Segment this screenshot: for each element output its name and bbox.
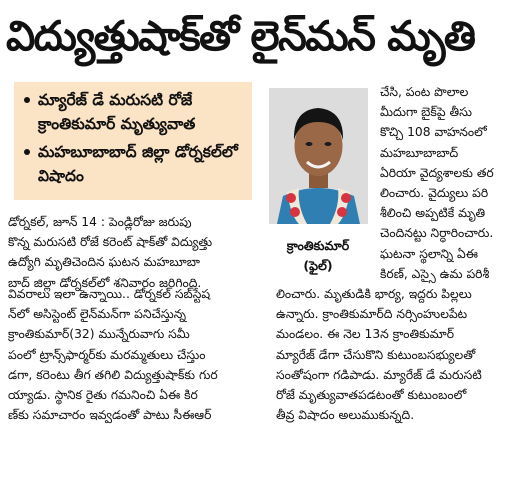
text-line: కొచ్చి 108 వాహనంలో (380, 125, 487, 140)
bullet-icon (24, 149, 30, 155)
article-column-left (8, 212, 260, 293)
text-line: డగా, కరెంటు తీగ తగిలి విద్యుత్తుషాక్‌కు గుర (8, 367, 218, 382)
text-line: ఉన్నారు. క్రాంతికుమార్‌ది నర్సింహులపేట (276, 307, 468, 322)
text-line: మహబూబాబాద్‌ (380, 145, 459, 160)
text-line: మ్యారేజ్‌ డేగా చేసుకొని కుటుంబసభ్యులతో (276, 347, 476, 362)
portrait-photo (269, 88, 368, 224)
text-line: క్రాంతికుమార్‌(32) మున్నేరువాగు సమీ (8, 327, 190, 342)
text-line: బాద్‌ జిల్లా డోర్నకల్‌లో శనివారం జరిగింది. (8, 275, 202, 290)
text-line: వివరాలు ఇలా ఉన్నాయి.. డోర్నకల్‌ సబ్‌స్టేష (8, 287, 211, 301)
text-line: ఉద్యోగి మృతిచెందిన ఘటన మహబూబా (8, 255, 200, 270)
headline: విద్యుత్తుషాక్‌తో లైన్‌మన్‌ మృతి (6, 12, 475, 60)
caption-note: (ఫైల్‌) (303, 258, 333, 273)
text-line: రోజే మృత్యువాతపడటంతో కుటుంబంలో (276, 388, 467, 403)
portrait-illustration (269, 88, 368, 224)
article-column-left-bottom (8, 284, 268, 425)
highlight-item (24, 88, 246, 136)
text-line: తీవ్ర విషాదం అలుముకున్నది. (276, 408, 415, 423)
highlight-text: మ్యారేజ్‌ డే మరుసటి రోజే క్రాంతికుమార్‌ మృత్యువాత (38, 91, 196, 133)
text-line: డోర్నకల్‌, జూన్‌ 14 : పెండ్లిరోజు జరుపు (8, 215, 192, 229)
text-line: య్యాడు. స్థానిక రైతు గమనించి ఏఈ కిర (8, 388, 198, 403)
photo-caption (262, 236, 374, 276)
bullet-icon (24, 97, 30, 103)
text-line: మండలం. ఈ నెల 13న క్రాంతికుమార్‌ (276, 327, 454, 342)
text-line: న్‌లో అసిస్టెంట్‌ లైన్‌మన్‌గా పనిచేస్తున్న (8, 307, 187, 322)
text-line: లించారు. వైద్యులు పరి (380, 186, 489, 201)
text-line: శీలించి అప్పటికే మృతి (380, 206, 486, 221)
text-line: మీదుగా బైక్‌పై తీసు (380, 105, 472, 120)
text-line: ణ్‌కు సమాచారం ఇవ్వడంతో పాటు సీఈఆర్‌ (8, 408, 212, 423)
article-column-right-bottom (276, 284, 512, 425)
text-line: సంతోషంగా గడిపాడు. మ్యారేజ్‌ డే మరుసటి (276, 367, 482, 382)
article-column-right-top (380, 82, 512, 284)
highlight-text: మహబూబాబాద్‌ జిల్లా డోర్నకల్‌లో విషాదం (38, 143, 238, 185)
highlight-item (24, 140, 246, 188)
text-line: ఘటనా స్థలాన్ని ఏఈ (380, 246, 479, 261)
text-line: పంలో ట్రాన్స్‌ఫార్మర్‌కు మరమ్మతులు చేస్తుం (8, 347, 206, 362)
highlights-box (14, 82, 252, 200)
text-line: లించారు. మృతుడికి భార్య, ఇద్దరు పిల్లలు (276, 287, 472, 301)
text-line: చెందినట్టు నిర్ధారించారు. (380, 226, 494, 241)
text-line: కొన్న మరుసటి రోజే కరెంట్‌ షాక్‌తో విద్యుత్తు (8, 235, 213, 250)
caption-name: క్రాంతికుమార్‌ (286, 238, 350, 253)
text-line: కిరణ్‌, ఎస్సై ఉమ పరిశీ (380, 266, 490, 281)
text-line: ఏరియా వైద్యశాలకు తర (380, 165, 494, 180)
text-line: చేసి, పంట పొలాల (380, 85, 469, 99)
